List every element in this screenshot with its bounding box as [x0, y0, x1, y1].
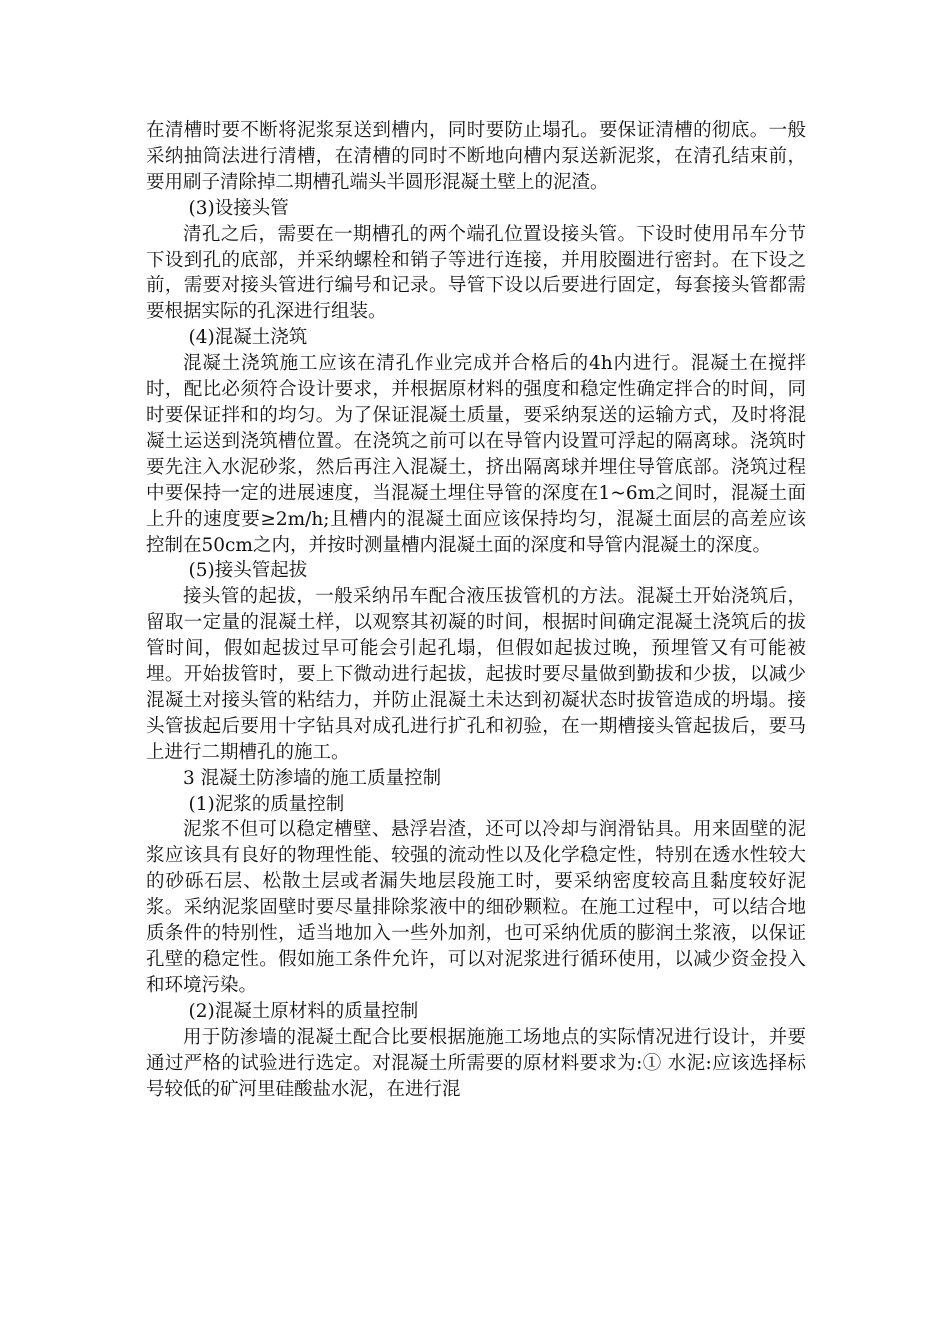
heading-pipe-extraction: (5)接头管起拔	[188, 560, 308, 582]
paragraph-joint-pipe: 清孔之后，需要在一期槽孔的两个端孔位置设接头管。下设时使用吊车分节下设到孔的底部，并采纳螺栓和销子等进行连接，并用胶圈进行密封。在下设之前，需要对接头管进行编号和记录。导管下设以后要进行固定，每套接头管都需要根据实际的孔深进行组装。	[146, 223, 806, 323]
paragraph-continuation: 在清槽时要不断将泥浆泵送到槽内，同时要防止塌孔。要保证清槽的彻底。一般采纳抽筒法进行清槽，在清槽的同时不断地向槽内泵送新泥浆，在清孔结束前，要用刷子清除掉二期槽孔端头半圆形混凝土壁上的泥渣。	[146, 120, 806, 193]
paragraph-raw-material-quality: 用于防渗墙的混凝土配合比要根据施施工场地点的实际情况进行设计，并要通过严格的试验进行选定。对混凝土所需要的原材料要求为:① 水泥:应该选择标号较低的矿河里硅酸盐水泥，在进行混	[146, 1026, 806, 1100]
paragraph-pipe-extraction: 接头管的起拔，一般采纳吊车配合液压拔管机的方法。混凝土开始浇筑后，留取一定量的混凝土样，以观察其初凝的时间，根据时间确定混凝土浇筑后的拔管时间，假如起拔过早可能会引起孔塌，但假如起拔过晚，预埋管又有可能被埋。开始拔管时，要上下微动进行起拔，起拔时要尽量做到勤拔和少拔，以减少混凝土对接头管的粘结力，并防止混凝土未达到初凝状态时拔管造成的坍塌。接头管拔起后要用十字钻具对成孔进行扩孔和初验，在一期槽接头管起拔后，要马上进行二期槽孔的施工。	[146, 586, 806, 763]
document-body	[146, 118, 806, 1102]
heading-raw-material-quality: (2)混凝土原材料的质量控制	[188, 1000, 419, 1022]
paragraph-mud-quality: 泥浆不但可以稳定槽壁、悬浮岩渣，还可以冷却与润滑钻具。用来固壁的泥浆应该具有良好的物理性能、较强的流动性以及化学稳定性，特别在透水性较大的砂砾石层、松散土层或者漏失地层段施工时，要采纳密度较高且黏度较好泥浆。采纳泥浆固壁时要尽量排除浆液中的细砂颗粒。在施工过程中，可以结合地质条件的特别性，适当地加入一些外加剂，也可采纳优质的膨润土浆液，以保证孔壁的稳定性。假如施工条件允许，可以对泥浆进行循环使用，以减少资金投入和环境污染。	[146, 819, 806, 996]
heading-joint-pipe: (3)设接头管	[188, 197, 289, 219]
heading-concrete-pouring: (4)混凝土浇筑	[188, 327, 308, 349]
section-heading-quality-control: 3 混凝土防渗墙的施工质量控制	[183, 767, 442, 789]
paragraph-concrete-pouring: 混凝土浇筑施工应该在清孔作业完成并合格后的4h内进行。混凝土在搅拌时，配比必须符合设计要求，并根据原材料的强度和稳定性确定拌合的时间，同时要保证拌和的均匀。为了保证混凝土质量，要采纳泵送的运输方式，及时将混凝土运送到浇筑槽位置。在浇筑之前可以在导管内设置可浮起的隔离球。浇筑时要先注入水泥砂浆，然后再注入混凝土，挤出隔离球并埋住导管底部。浇筑过程中要保持一定的进展速度，当混凝土埋住导管的深度在1~6m之间时，混凝土面上升的速度要≥2m/h;且槽内的混凝土面应该保持均匀，混凝土面层的高差应该控制在50cm之内，并按时测量槽内混凝土面的深度和导管内混凝土的深度。	[146, 353, 806, 556]
heading-mud-quality: (1)泥浆的质量控制	[188, 793, 345, 815]
